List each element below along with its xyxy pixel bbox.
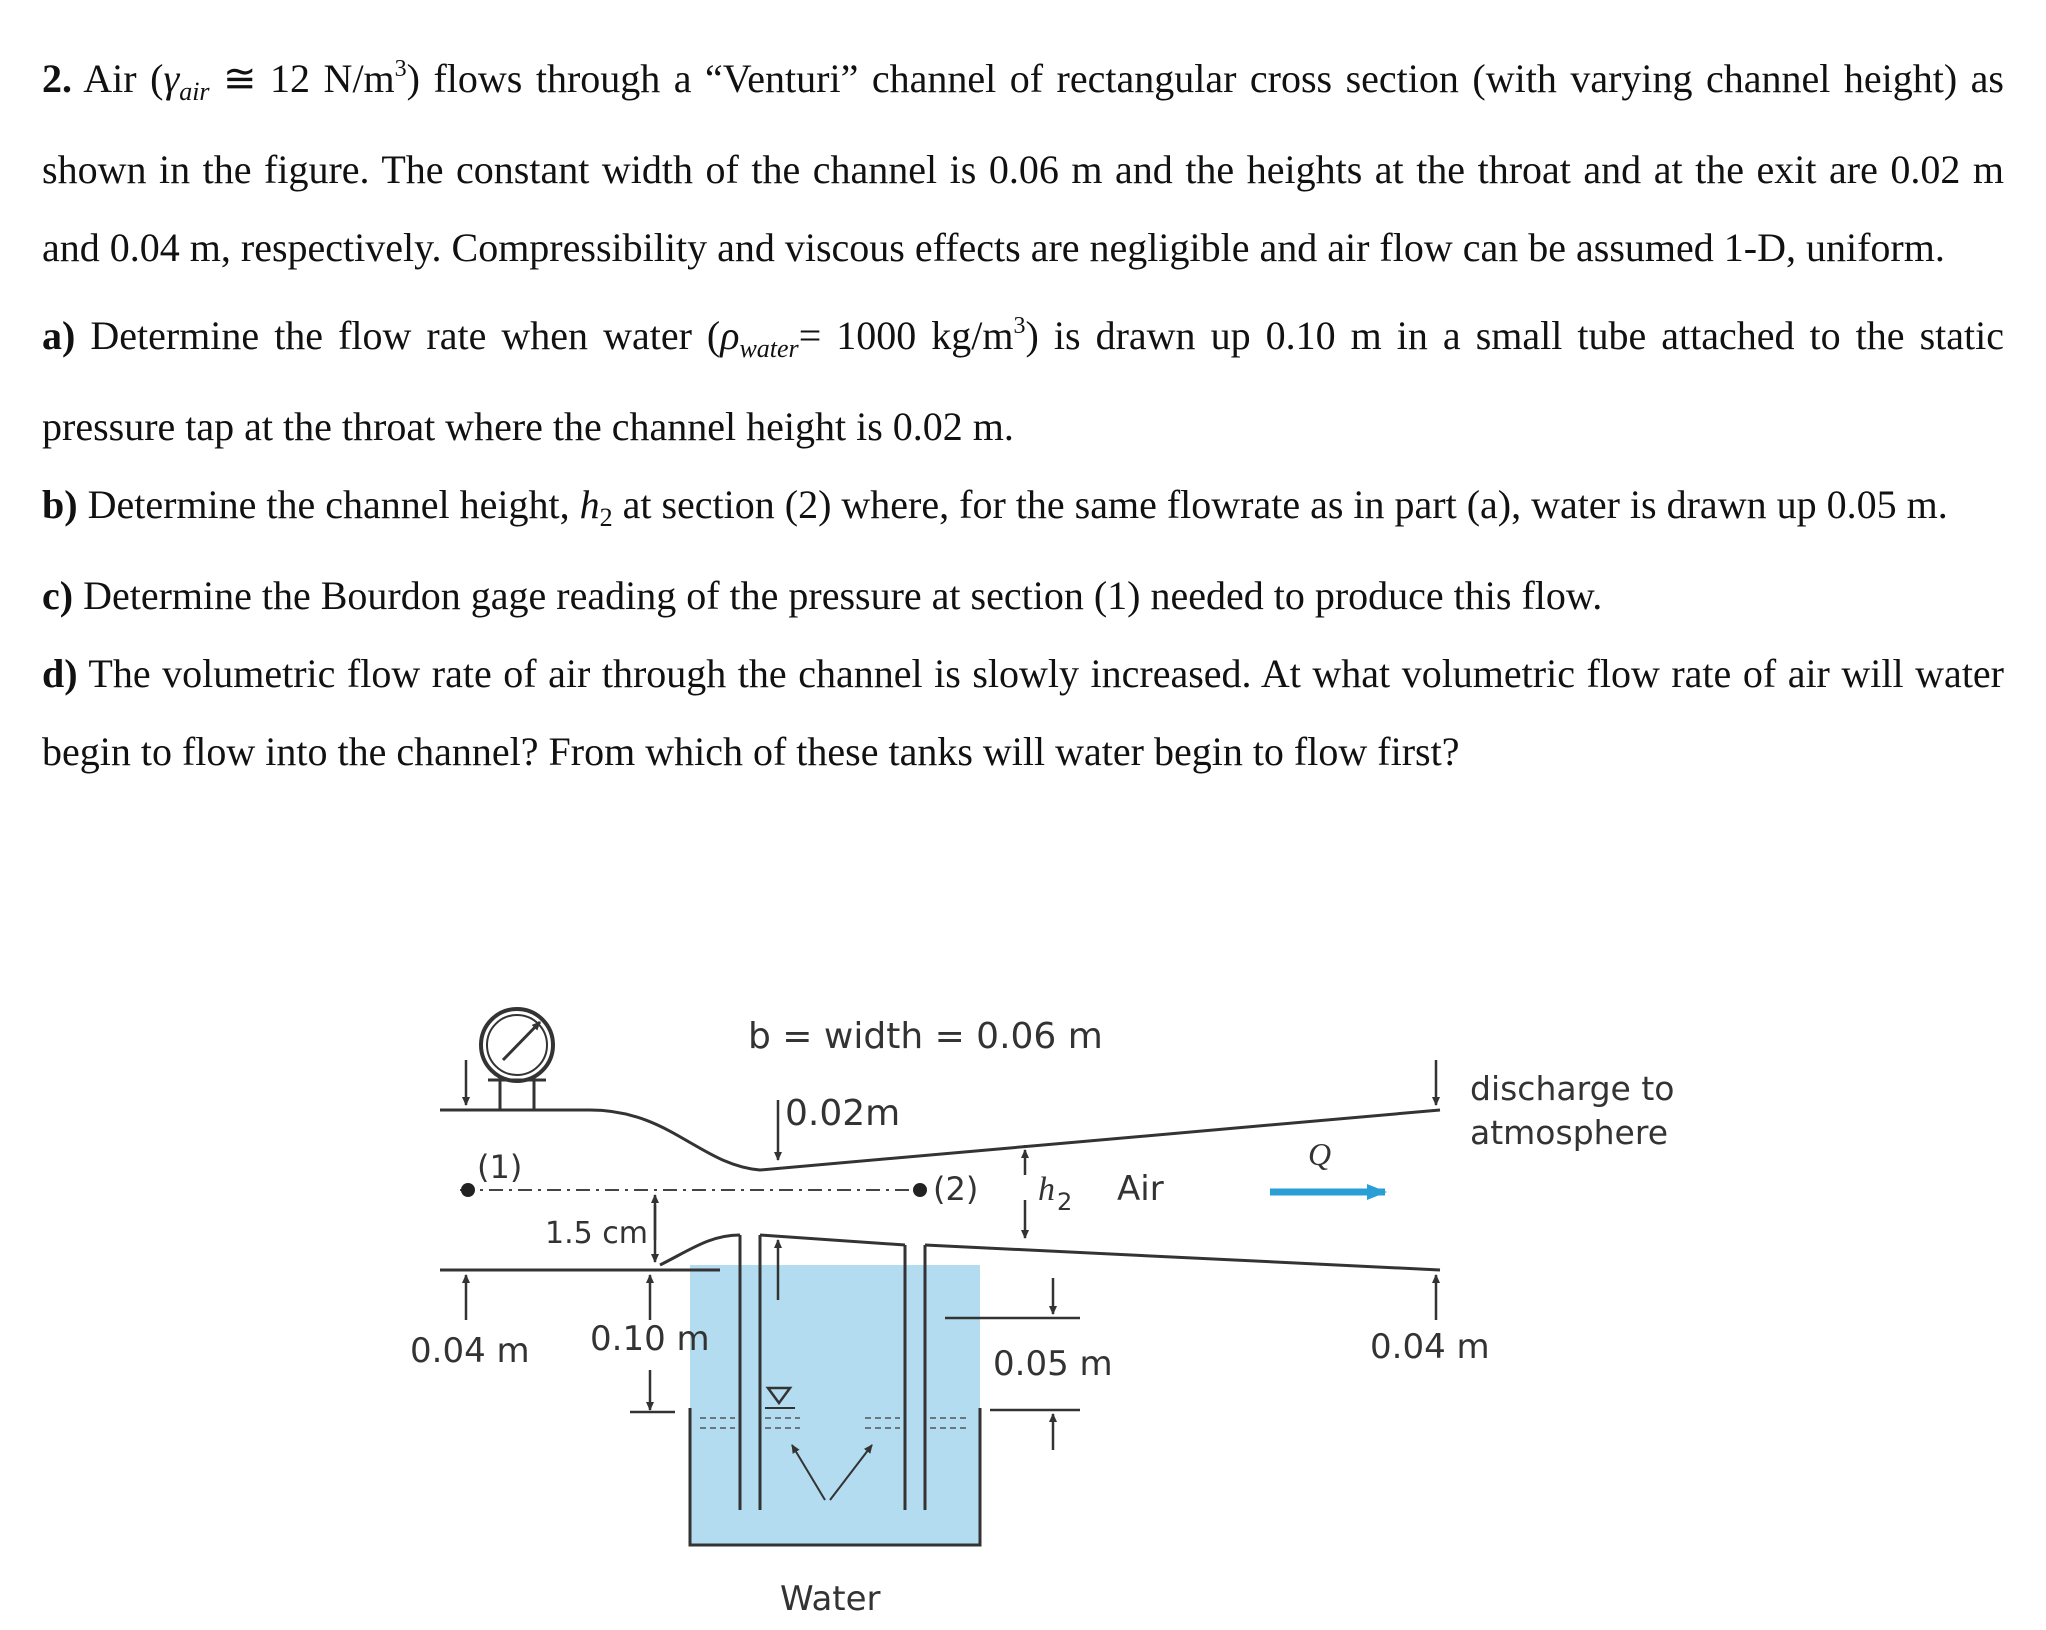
cube-superscript-2: 3 (1013, 313, 1026, 339)
section1-dot (461, 1183, 475, 1197)
tube1-risen-water (740, 1265, 760, 1408)
offset-label: 1.5 cm (545, 1216, 648, 1251)
exit-height-label: 0.04 m (1370, 1327, 1490, 1367)
tube1-rise-label: 0.10 m (590, 1319, 710, 1359)
section2-label: (2) (933, 1170, 979, 1208)
part-c-label: c) (42, 573, 74, 618)
h2-subscript: 2 (599, 503, 613, 532)
gauge-needle (503, 1022, 540, 1060)
rho-subscript: water (739, 334, 799, 363)
cube-superscript: 3 (394, 56, 407, 82)
channel-upper-wall (440, 1110, 1440, 1170)
gamma-symbol: γ (163, 56, 180, 101)
discharge-label-line2: atmosphere (1470, 1113, 1668, 1152)
h2-symbol: h (579, 482, 600, 527)
part-d-label: d) (42, 651, 78, 696)
part-b-text-1: Determine the channel height, (77, 482, 580, 527)
inlet-height-label: 0.04 m (410, 1331, 530, 1371)
h2-label: h (1038, 1171, 1055, 1208)
section2-dot (913, 1183, 927, 1197)
tube2-risen-water (905, 1320, 925, 1408)
intro-text-2: ) flows through a “Venturi” channel of rectangular cross section (with varying channel height) as shown in the figure. The constant width of the channel is 0.06 m and the heights at the throat and at the exit are 0.02 m and 0.04 m, respectively. Compressibility and viscous effects are negligible and air flow can be assumed 1-D, uniform. (42, 56, 2004, 270)
channel-lower-wall-exit (925, 1245, 1440, 1270)
flow-q-label: Q (1308, 1136, 1332, 1172)
part-a-text-2: = 1000 kg/m (798, 313, 1014, 358)
channel-lower-wall-bump (660, 1235, 740, 1265)
part-d-text: The volumetric flow rate of air through the channel is slowly increased. At what volumetric flow rate of air will water begin to flow into the channel? From which of these tanks will water begin to flow first? (42, 651, 2004, 774)
part-a-text-1: Determine the flow rate when water ( (75, 313, 721, 358)
water-label: Water (780, 1579, 881, 1619)
gamma-subscript: air (179, 77, 210, 106)
gamma-value: ≅ 12 N/m (209, 56, 395, 101)
tank-water (690, 1265, 980, 1545)
air-label: Air (1117, 1169, 1164, 1209)
h2-label-subscript: 2 (1057, 1188, 1073, 1216)
part-b-label: b) (42, 482, 78, 527)
channel-lower-wall-mid (760, 1235, 905, 1245)
problem-number: 2. (42, 56, 72, 101)
discharge-label-line1: discharge to (1470, 1069, 1675, 1108)
rho-symbol: ρ (720, 313, 740, 358)
part-c-text: Determine the Bourdon gage reading of the pressure at section (1) needed to produce this flow. (73, 573, 1603, 618)
part-a-label: a) (42, 313, 76, 358)
part-b-text-2: at section (2) where, for the same flowrate as in part (a), water is drawn up 0.05 m. (612, 482, 1948, 527)
intro-text-1: Air ( (83, 56, 164, 101)
part-a-text-3: ) is drawn up 0.10 m in a small tube attached to the static pressure tap at the throat where the channel height is 0.02 m. (42, 313, 2004, 449)
width-label: b = width = 0.06 m (748, 1016, 1103, 1057)
section1-label: (1) (477, 1148, 523, 1186)
tube2-rise-label: 0.05 m (993, 1344, 1113, 1384)
throat-height-label: 0.02m (785, 1093, 901, 1134)
